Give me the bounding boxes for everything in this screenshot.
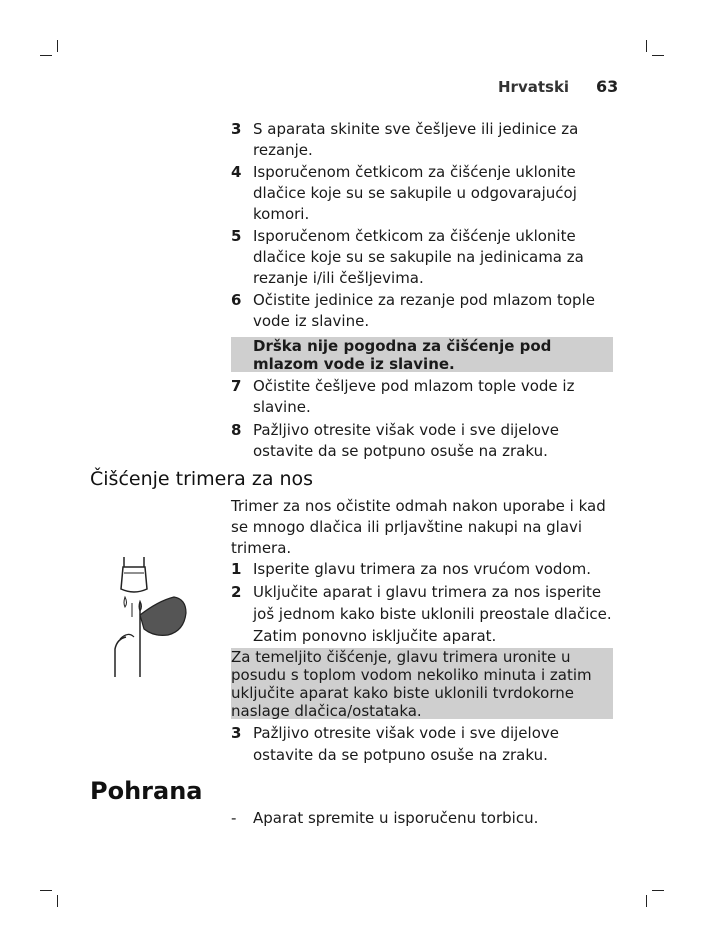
crop-mark	[652, 55, 664, 56]
list-item	[231, 376, 613, 418]
crop-mark	[40, 890, 52, 891]
step-text: Očistite češljeve pod mlazom tople vode iz slavine.	[253, 377, 575, 416]
step-number: 8	[231, 421, 242, 439]
bullet-marker: -	[231, 809, 237, 827]
step-number: 7	[231, 377, 242, 395]
list-item	[231, 119, 613, 161]
step-number: 5	[231, 227, 242, 245]
list-item	[231, 420, 613, 462]
list-item	[231, 808, 613, 829]
crop-mark	[40, 55, 52, 56]
step-number: 6	[231, 291, 242, 309]
step-text: S aparata skinite sve češljeve ili jedinice za rezanje.	[253, 120, 579, 159]
step-text: Isporučenom četkicom za čišćenje uklonite dlačice koje su se sakupile na jedinicama za rezanje i/ili češljevima.	[253, 227, 584, 287]
section-heading: Čišćenje trimera za nos	[90, 468, 314, 490]
list-item	[231, 226, 613, 289]
storage-item-text: Aparat spremite u isporučenu torbicu.	[253, 809, 539, 827]
list-item	[231, 722, 613, 766]
list-item	[231, 581, 613, 647]
warning-note	[231, 337, 613, 372]
tip-note-text: Za temeljito čišćenje, glavu trimera uronite u posudu s toplom vodom nekoliko minuta i zatim uključite aparat kako biste uklonili tvrdokorne naslage dlačica/ostataka.	[231, 648, 592, 720]
step-text: Uključite aparat i glavu trimera za nos isperite još jednom kako biste uklonili preostale dlačice. Zatim ponovno isključite aparat.	[253, 583, 612, 645]
step-text: Očistite jedinice za rezanje pod mlazom tople vode iz slavine.	[253, 291, 595, 330]
step-text: Pažljivo otresite višak vode i sve dijelove ostavite da se potpuno osuše na zraku.	[253, 724, 559, 764]
section-heading: Pohrana	[90, 777, 203, 805]
crop-mark	[652, 890, 664, 891]
tip-note	[231, 648, 613, 719]
section-intro: Trimer za nos očistite odmah nakon uporabe i kad se mnogo dlačica ili prljavštine nakupi na glavi trimera.	[231, 497, 606, 557]
step-number: 1	[231, 560, 242, 578]
step-text: Isperite glavu trimera za nos vrućom vodom.	[253, 560, 592, 578]
crop-mark	[57, 40, 58, 52]
header-language: Hrvatski	[498, 78, 570, 96]
step-text: Isporučenom četkicom za čišćenje uklonite dlačice koje su se sakupile u odgovarajućoj komori.	[253, 163, 577, 223]
crop-mark	[646, 40, 647, 52]
page-number: 63	[596, 77, 619, 96]
list-item	[231, 559, 613, 580]
crop-mark	[57, 895, 58, 907]
step-text: Pažljivo otresite višak vode i sve dijelove ostavite da se potpuno osuše na zraku.	[253, 421, 559, 460]
step-number: 4	[231, 163, 242, 181]
warning-note-text: Drška nije pogodna za čišćenje pod mlazom vode iz slavine.	[253, 337, 552, 373]
crop-mark	[646, 895, 647, 907]
nose-trimmer-rinse-illustration	[110, 557, 195, 677]
step-number: 3	[231, 724, 242, 742]
step-number: 3	[231, 120, 242, 138]
step-number: 2	[231, 583, 242, 601]
list-item	[231, 290, 613, 332]
list-item	[231, 162, 613, 225]
